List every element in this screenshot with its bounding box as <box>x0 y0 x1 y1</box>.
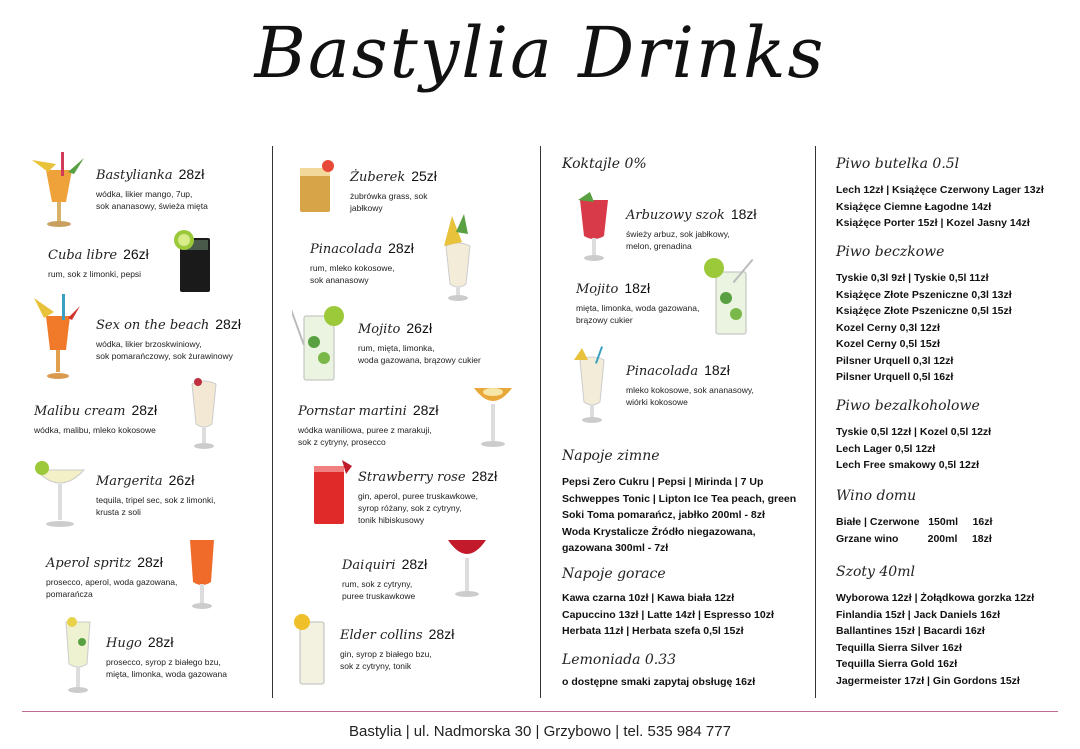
menu-line: Książęce Złote Pszeniczne 0,3l 13zł <box>836 288 1012 301</box>
menu-line: Lech Free smakowy 0,5l 12zł <box>836 459 979 471</box>
drink-desc: rum, mięta, limonka, woda gazowana, brązowy cukier <box>358 343 481 365</box>
drink-price: 28zł <box>428 626 455 642</box>
drink-desc: prosecco, syrop z białego bzu, mięta, limonka, woda gazowana <box>106 657 227 679</box>
hugo-drink-icon <box>60 612 96 698</box>
drink-price: 18zł <box>704 362 730 378</box>
pornstar-martini-drink-icon <box>470 382 516 452</box>
column-divider <box>815 146 816 698</box>
drink-name: Hugo <box>106 636 142 651</box>
drink-price: 26zł <box>406 320 433 336</box>
drink-name: Margerita <box>96 474 163 489</box>
section-heading-koktajle: Koktajle 0% <box>562 156 647 172</box>
elder-collins-drink-icon <box>290 610 332 688</box>
drink-price: 28zł <box>401 556 428 572</box>
drink-price: 28zł <box>471 468 498 484</box>
section-heading-piwo-beczkowe: Piwo beczkowe <box>836 244 945 260</box>
strawberry-rose-drink-icon <box>308 458 354 528</box>
drink-price: 25zł <box>411 168 437 184</box>
drink-sex-on-the-beach <box>96 316 241 362</box>
zuberek-drink-icon <box>296 158 336 216</box>
arbuzowy-szok-drink-icon <box>574 190 614 266</box>
drink-desc: gin, syrop z białego bzu, sok z cytryny, tonik <box>340 649 432 671</box>
section-heading-wino-domu: Wino domu <box>836 488 917 504</box>
drink-name: Mojito <box>358 322 401 337</box>
drink-desc: wódka, malibu, mleko kokosowe <box>34 425 156 435</box>
drink-desc: rum, sok z limonki, pepsi <box>48 269 142 279</box>
menu-line: Pilsner Urquell 0,3l 12zł <box>836 354 954 367</box>
menu-line: Lech Lager 0,5l 12zł <box>836 442 936 455</box>
menu-line: Tyskie 0,5l 12zł | Kozel 0,5l 12zł <box>836 426 992 438</box>
sex-on-the-beach-drink-icon <box>32 292 84 382</box>
drink-desc: świeży arbuz, sok jabłkowy, melon, grenadina <box>626 229 730 251</box>
drink-desc: wódka, likier brzoskwiniowy, sok pomarańczowy, sok żurawinowy <box>96 339 233 361</box>
menu-line: Tequilla Sierra Gold 16zł <box>836 658 958 670</box>
drink-strawberry-rose <box>358 468 497 526</box>
bastylianka-drink-icon <box>28 150 90 232</box>
section-heading-piwo-bezalkoholowe: Piwo bezalkoholowe <box>836 398 980 414</box>
drink-mojito <box>358 320 481 366</box>
menu-line: Pepsi Zero Cukru | Pepsi | Mirinda | 7 Up <box>562 476 764 488</box>
drink-zuberek <box>350 168 437 214</box>
section-heading-lemoniada: Lemoniada 0.33 <box>562 652 677 668</box>
drink-price: 26zł <box>123 246 149 262</box>
menu-line: Kozel Cerny 0,5l 15zł <box>836 338 940 350</box>
section-heading-szoty: Szoty 40ml <box>836 564 915 580</box>
section-heading-napoje-zimne: Napoje zimne <box>562 448 660 464</box>
menu-line: Kawa czarna 10zł | Kawa biała 12zł <box>562 592 735 604</box>
drink-price: 28zł <box>412 402 439 418</box>
drink-name: Elder collins <box>340 628 423 643</box>
drink-desc: mięta, limonka, woda gazowana, brązowy cukier <box>576 303 700 325</box>
drink-daiquiri <box>342 556 427 602</box>
drink-name: Pornstar martini <box>298 404 407 419</box>
drink-name: Pinacolada <box>310 242 383 257</box>
drink-name: Sex on the beach <box>96 318 210 333</box>
menu-line: Książęce Ciemne Łagodne 14zł <box>836 200 992 213</box>
drink-pinacolada-0 <box>626 362 754 408</box>
drink-name: Aperol spritz <box>46 556 132 571</box>
drink-price: 28zł <box>147 634 174 650</box>
drink-pinacolada <box>310 240 414 286</box>
drink-desc: prosecco, aperol, woda gazowana, pomarańcza <box>46 577 178 599</box>
menu-title: Bastylia Drinks <box>254 12 826 94</box>
drink-desc: żubrówka grass, sok jabłkowy <box>350 191 428 213</box>
column-divider <box>540 146 541 698</box>
menu-line: Woda Krystalicze Źródło niegazowana, <box>562 525 756 538</box>
menu-line: Pilsner Urquell 0,5l 16zł <box>836 371 954 383</box>
drink-desc: wódka waniliowa, puree z marakuji, sok z cytryny, prosecco <box>298 425 432 447</box>
drink-price: 18zł <box>624 280 651 296</box>
drink-name: Pinacolada <box>626 364 699 379</box>
aperol-spritz-drink-icon <box>184 534 220 614</box>
drink-arbuzowy-szok <box>626 206 757 252</box>
malibu-cream-drink-icon <box>184 374 224 454</box>
drink-bastylianka <box>96 166 208 212</box>
drink-price: 28zł <box>131 402 158 418</box>
drink-desc: gin, aperol, puree truskawkowe, syrop różany, sok z cytryny, tonik hibiskusowy <box>358 491 479 525</box>
drink-name: Żuberek <box>350 170 406 185</box>
menu-line: Herbata 11zł | Herbata szefa 0,5l 15zł <box>562 625 744 637</box>
drink-name: Strawberry rose <box>358 470 466 485</box>
drink-name: Malibu cream <box>34 404 126 419</box>
drink-malibu-cream <box>34 402 157 436</box>
menu-line: Schweppes Tonic | Lipton Ice Tea peach, green <box>562 492 797 505</box>
drink-pornstar-martini <box>298 402 439 448</box>
menu-line: Tyskie 0,3l 9zł | Tyskie 0,5l 11zł <box>836 272 989 284</box>
section-heading-piwo-butelka: Piwo butelka 0.5l <box>836 156 960 172</box>
napoje-gorace-list <box>562 590 812 640</box>
menu-line: Capuccino 13zł | Latte 14zł | Espresso 10zł <box>562 608 774 621</box>
drink-desc: tequila, tripel sec, sok z limonki, krusta z soli <box>96 495 216 517</box>
column-divider <box>272 146 273 698</box>
pinacolada-0-drink-icon <box>570 346 614 428</box>
drink-price: 28zł <box>178 166 205 182</box>
drink-desc: wódka, likier mango, 7up, sok ananasowy, świeża mięta <box>96 189 208 211</box>
napoje-zimne-list <box>562 474 812 557</box>
menu-line: Tequilla Sierra Silver 16zł <box>836 641 962 654</box>
drink-price: 18zł <box>730 206 757 222</box>
wino-domu-list <box>836 514 1072 547</box>
drink-name: Daiquiri <box>342 558 396 573</box>
mojito-drink-icon <box>292 302 346 384</box>
footer-divider <box>22 711 1058 712</box>
menu-line: Wyborowa 12zł | Żołądkowa gorzka 12zł <box>836 592 1035 604</box>
drink-elder-collins <box>340 626 454 672</box>
drink-desc: mleko kokosowe, sok ananasowy, wiórki kokosowe <box>626 385 754 407</box>
drink-price: 28zł <box>388 240 414 256</box>
drink-name: Bastylianka <box>96 168 173 183</box>
drink-desc: rum, sok z cytryny, puree truskawkowe <box>342 579 416 601</box>
piwo-bezalkoholowe-list <box>836 424 1072 474</box>
drink-name: Mojito <box>576 282 619 297</box>
szoty-list <box>836 590 1072 689</box>
menu-line: Jagermeister 17zł | Gin Gordons 15zł <box>836 674 1020 687</box>
drink-price: 26zł <box>168 472 195 488</box>
drink-cuba-libre <box>48 246 149 280</box>
pinacolada-drink-icon <box>438 212 478 304</box>
mojito-0-drink-icon <box>702 254 774 338</box>
menu-line: Książęce Porter 15zł | Kozel Jasny 14zł <box>836 217 1030 229</box>
cuba-libre-drink-icon <box>170 226 218 296</box>
menu-line: Lech 12zł | Książęce Czerwony Lager 13zł <box>836 184 1044 196</box>
piwo-butelka-list <box>836 182 1072 232</box>
footer-contact: Bastylia | ul. Nadmorska 30 | Grzybowo | tel. 535 984 777 <box>349 723 731 740</box>
menu-line: Ballantines 15zł | Bacardi 16zł <box>836 625 985 637</box>
drink-price: 28zł <box>215 316 241 332</box>
lemoniada-line: o dostępne smaki zapytaj obsługę 16zł <box>562 676 756 688</box>
drink-name: Cuba libre <box>48 248 118 263</box>
menu-line: Książęce Złote Pszeniczne 0,5l 15zł <box>836 305 1012 317</box>
menu-line: Soki Toma pomarańcz, jabłko 200ml - 8zł <box>562 509 765 521</box>
drink-mojito-0 <box>576 280 699 326</box>
menu-line: Finlandia 15zł | Jack Daniels 16zł <box>836 608 1001 621</box>
drink-hugo <box>106 634 227 680</box>
piwo-beczkowe-list <box>836 270 1072 386</box>
menu-line: Grzane wino 200ml 18zł <box>836 532 992 545</box>
margerita-drink-icon <box>32 460 88 530</box>
menu-line: Białe | Czerwone 150ml 16zł <box>836 516 993 528</box>
drink-name: Arbuzowy szok <box>626 208 725 223</box>
drink-desc: rum, mleko kokosowe, sok ananasowy <box>310 263 395 285</box>
section-heading-napoje-gorace: Napoje gorace <box>562 566 666 582</box>
daiquiri-drink-icon <box>444 534 490 602</box>
menu-line: Kozel Cerny 0,3l 12zł <box>836 321 940 334</box>
drink-price: 28zł <box>137 554 163 570</box>
drink-margerita <box>96 472 216 518</box>
drink-aperol-spritz <box>46 554 177 600</box>
menu-line: gazowana 300ml - 7zł <box>562 542 669 554</box>
